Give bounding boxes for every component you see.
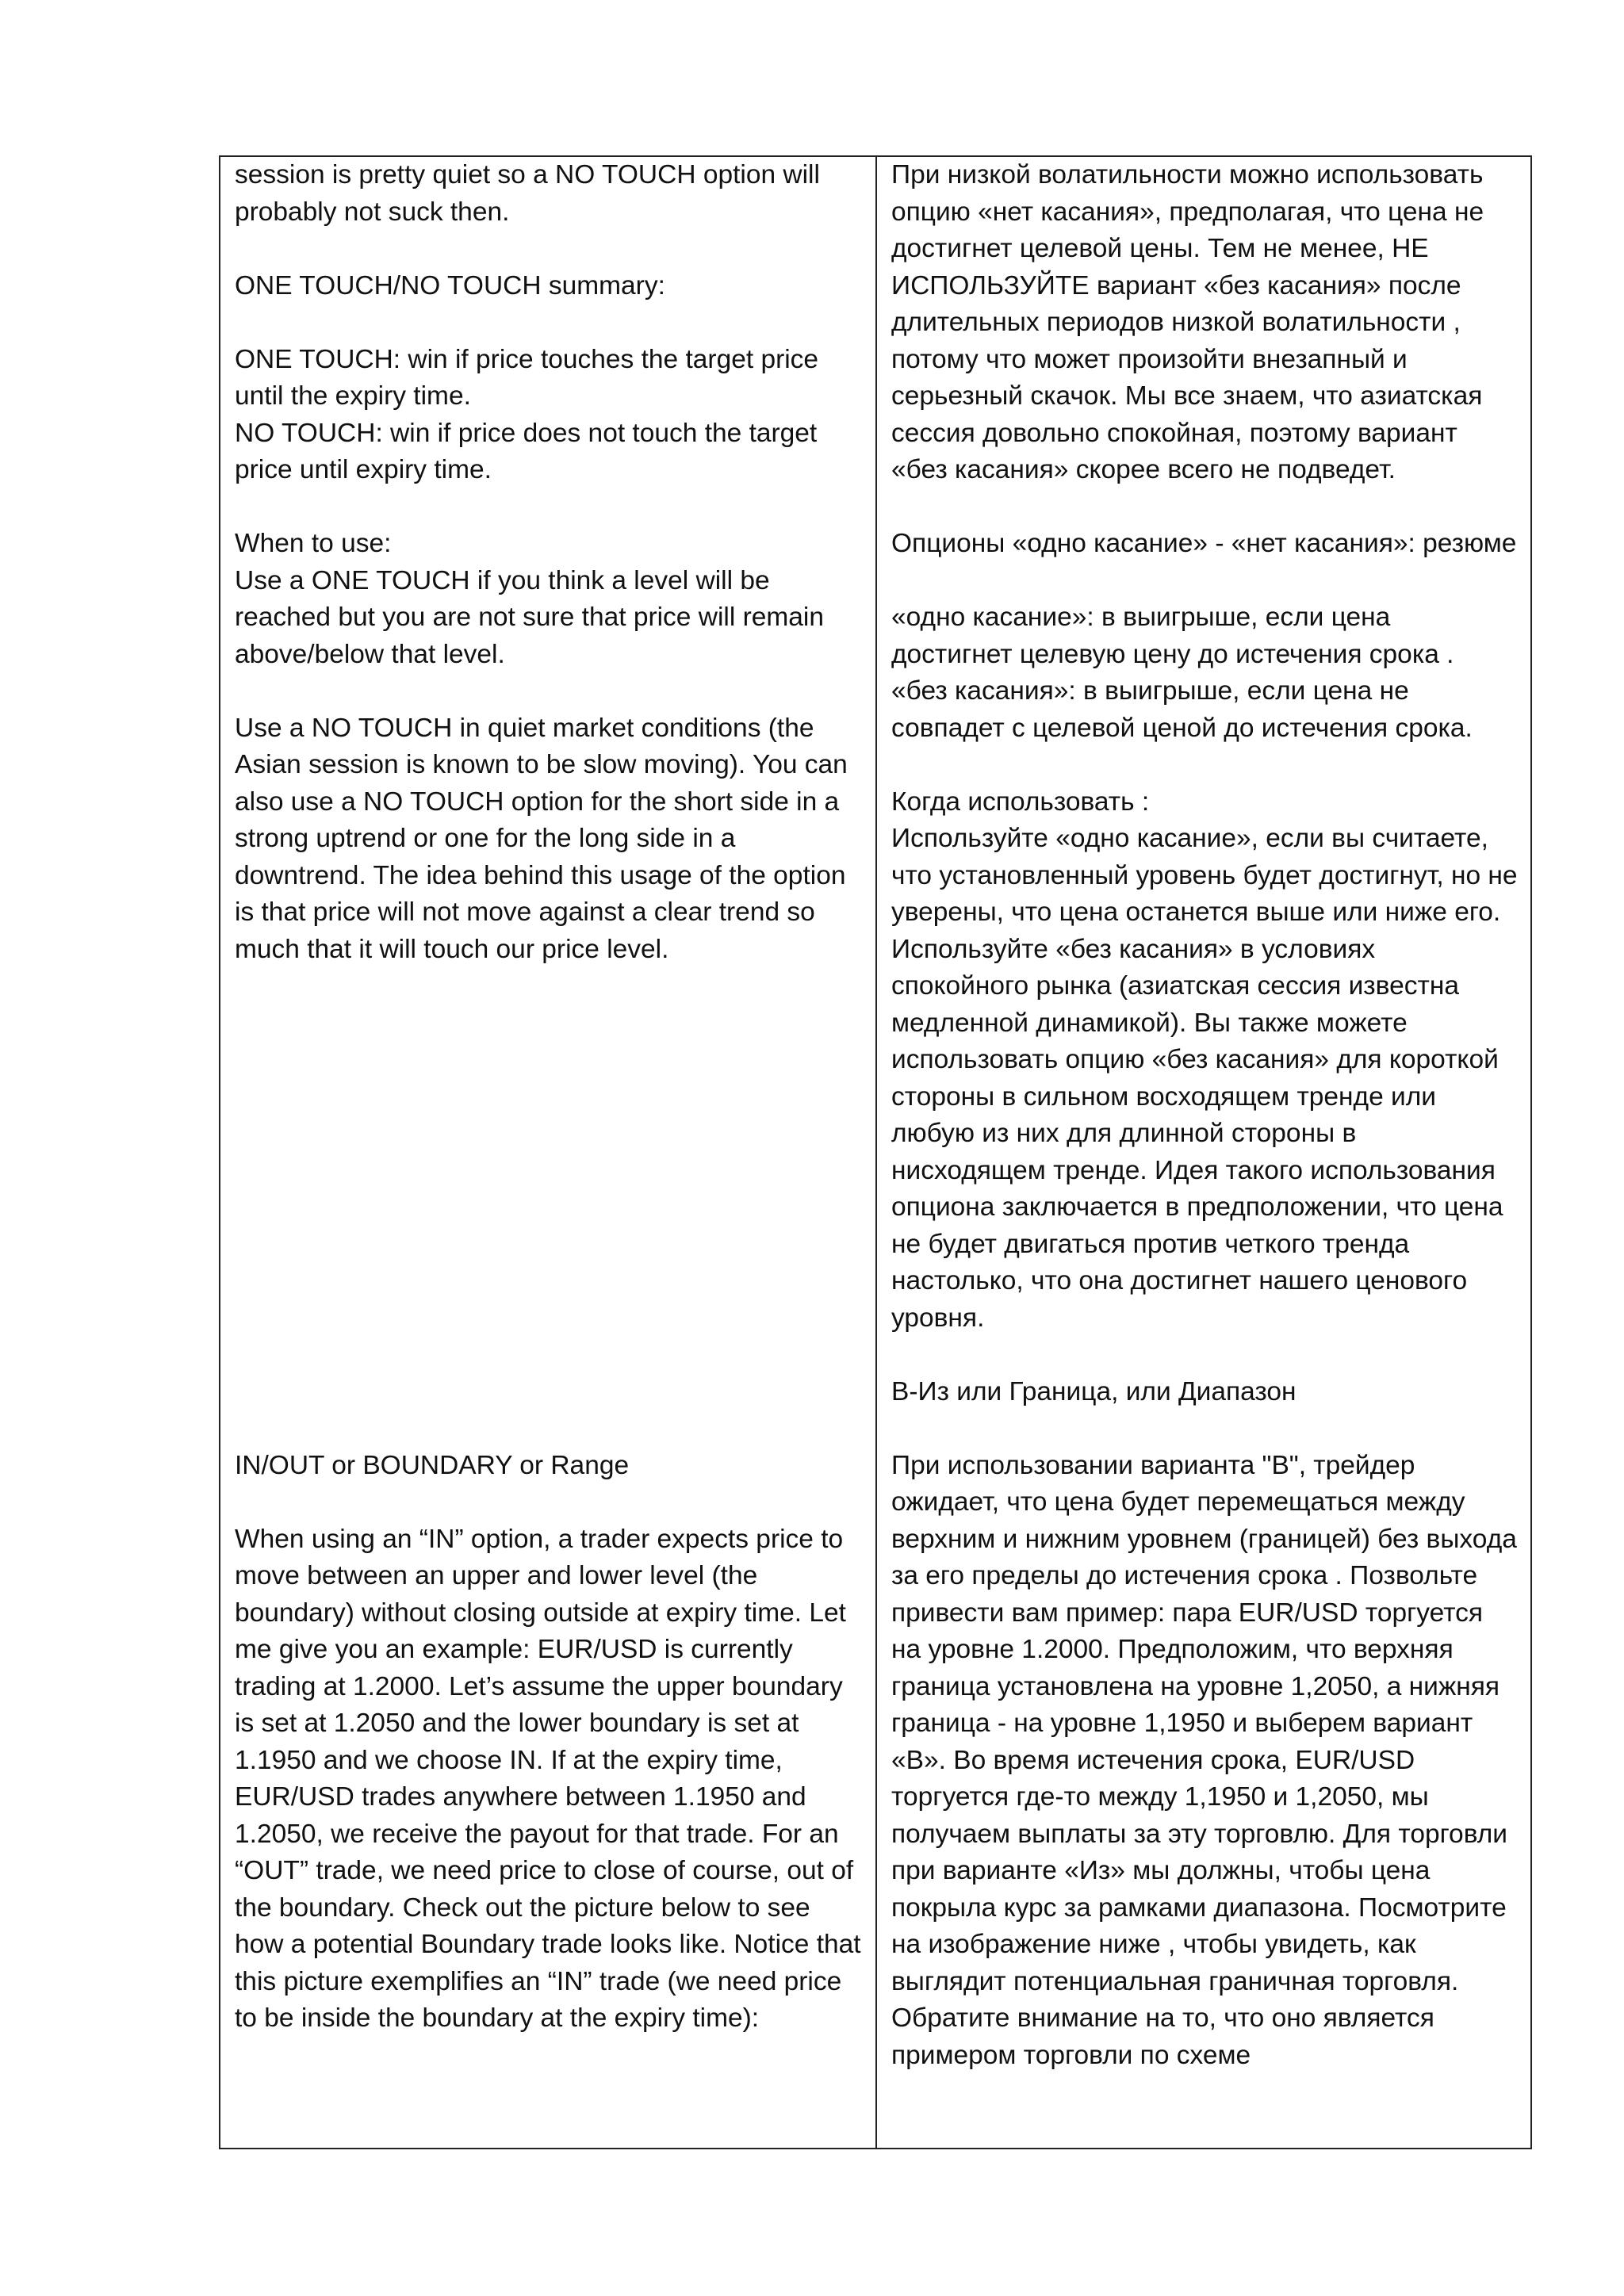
spacer <box>235 231 861 268</box>
russian-one-touch-definition: «одно касание»: в выигрыше, если цена достигнет целевую цену до истечения срока . <box>891 603 1454 669</box>
spacer <box>235 304 861 342</box>
russian-boundary-heading: В-Из или Граница, или Диапазон <box>891 1376 1297 1406</box>
russian-boundary-body: При использовании варианта "В", трейдер ожидает, что цена будет перемещаться между верхним и нижним уровнем (границей) без выхода за его пределы до истечения срока . Позвольте привести вам пример: пара EUR/USD торгуется на уровне 1.2000. Предположим, что верхняя граница установлена на уровне 1,2050, а нижняя граница - на уровне 1,1950 и выберем вариант «В». Во время истечения срока, EUR/USD торгуется где-то между 1,1950 и 1,2050, мы получаем выплаты за эту торговлю. Для торговли при варианте «Из» мы должны, чтобы цена покрыла курс за рамками диапазона. Посмотрите на изображение ниже , чтобы увидеть, как выглядит потенциальная граничная торговля. Обратите внимание на то, что оно является примером торговли по схеме <box>891 1450 1517 2070</box>
spacer <box>891 1337 1518 1374</box>
spacer <box>891 489 1518 526</box>
english-intro-paragraph: session is pretty quiet so a NO TOUCH option will probably not suck then. <box>235 160 820 227</box>
russian-no-touch-definition: «без касания»: в выигрыше, если цена не совпадет с целевой ценой до истечения срока. <box>891 676 1473 743</box>
russian-when-no-touch: Используйте «без касания» в условиях спокойного рынка (азиатская сессия известна медленной динамикой). Вы также можете использовать опцию «без касания» для короткой стороны в сильном восходящем тренде или любую из них для длинной стороны в нисходящем тренде. Идея такого использования опциона заключается в предположении, что цена не будет двигаться против четкого тренда настолько, что она достигнет нашего ценового уровня. <box>891 934 1503 1333</box>
english-summary-heading: ONE TOUCH/NO TOUCH summary: <box>235 270 665 300</box>
english-when-no-touch: Use a NO TOUCH in quiet market conditions (the Asian session is known to be slow moving). You can also use a NO TOUCH option for the short side in a strong uptrend or one for the long side in a downtrend. The idea behind this usage of the option is that price will not move against a clear trend so much that it will touch our price level. <box>235 713 848 964</box>
spacer <box>235 673 861 710</box>
english-when-one-touch: Use a ONE TOUCH if you think a level will be reached but you are not sure that price will remain above/below that level. <box>235 565 824 669</box>
russian-column <box>877 157 1530 2148</box>
english-when-to-use-heading: When to use: <box>235 529 392 558</box>
translation-table <box>219 155 1532 2149</box>
english-boundary-body: When using an “IN” option, a trader expects price to move between an upper and lower level (the boundary) without closing outside at expiry time. Let me give you an example: EUR/USD is currently trading at 1.2000. Let’s assume the upper boundary is set at 1.2050 and the lower boundary is set at 1.1950 and we choose IN. If at the expiry time, EUR/USD trades anywhere between 1.1950 and 1.2050, we receive the payout for that trade. For an “OUT” trade, we need price to close of course, out of the boundary. Check out the picture below to see how a potential Boundary trade looks like. Notice that this picture exemplifies an “IN” trade (we need price to be inside the boundary at the expiry time): <box>235 1524 861 2033</box>
english-no-touch-definition: NO TOUCH: win if price does not touch the target price until expiry time. <box>235 418 818 484</box>
spacer <box>891 747 1518 784</box>
english-column <box>220 157 877 2148</box>
spacer <box>891 1410 1518 1448</box>
spacer <box>235 1484 861 1521</box>
english-boundary-heading: IN/OUT or BOUNDARY or Range <box>235 1450 630 1480</box>
english-one-touch-definition: ONE TOUCH: win if price touches the target price until the expiry time. <box>235 344 819 411</box>
russian-intro-paragraph: При низкой волатильности можно использовать опцию «нет касания», предполагая, что цена не достигнет целевой цены. Тем не менее, НЕ ИСПОЛЬЗУЙТЕ вариант «без касания» после длительных периодов низкой волатильности , потому что может произойти внезапный и серьезный скачок. Мы все знаем, что азиатская сессия довольно спокойная, поэтому вариант «без касания» скорее всего не подведет. <box>891 160 1484 484</box>
spacer <box>235 968 861 1448</box>
spacer <box>891 563 1518 600</box>
russian-when-one-touch: Используйте «одно касание», если вы считаете, что установленный уровень будет достигнут, но не уверены, что цена останется выше или ниже его. <box>891 824 1518 927</box>
russian-summary-heading: Опционы «одно касание» - «нет касания»: резюме <box>891 529 1517 558</box>
spacer <box>235 489 861 526</box>
russian-when-to-use-heading: Когда использовать : <box>891 786 1150 817</box>
